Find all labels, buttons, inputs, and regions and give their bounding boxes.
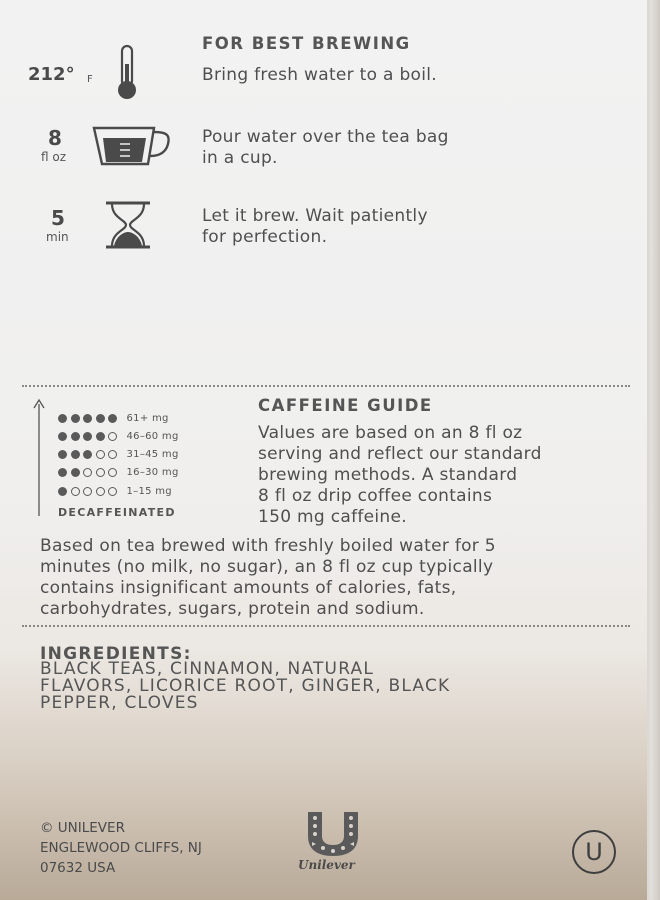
empty-dot-icon [108,432,117,441]
caffeine-guide-title: CAFFEINE GUIDE [258,396,433,415]
filled-dot-icon [58,450,67,459]
empty-dot-icon [108,487,117,496]
filled-dot-icon [83,432,92,441]
caffeine-level-label: 16–30 mg [126,466,179,478]
text-line: FLAVORS, LICORICE ROOT, GINGER, BLACK [40,676,451,696]
package-edge [650,0,660,900]
kosher-symbol: U [572,830,616,874]
filled-dot-icon [96,414,105,423]
unilever-wordmark: Unilever [298,858,355,872]
empty-dot-icon [83,468,92,477]
caffeine-level-label: 46–60 mg [126,430,179,442]
caffeine-level-label: 31–45 mg [126,448,179,460]
brew-step-text-line2: in a cup. [202,148,278,168]
brew-step-text-line1: Pour water over the tea bag [202,127,449,147]
time-unit: min [46,230,69,244]
text-line: brewing methods. A standard [258,465,518,485]
empty-dot-icon [108,450,117,459]
text-line: © UNILEVER [40,820,125,836]
text-line: 07632 USA [40,860,116,876]
brew-step-text-line1: Let it brew. Wait patiently [202,206,428,226]
volume-value: 8 [48,126,62,150]
filled-dot-icon [71,432,80,441]
caffeine-level-row [58,447,179,461]
text-line: contains insignificant amounts of calories, fats, [40,578,457,598]
empty-dot-icon [96,487,105,496]
temperature-value: 212° [28,64,75,85]
empty-dot-icon [83,487,92,496]
nutrition-statement [40,536,600,620]
text-line: 150 mg caffeine. [258,507,407,527]
text-line: PEPPER, CLOVES [40,693,199,713]
section-divider [22,385,630,387]
text-line: serving and reflect our standard [258,444,542,464]
manufacturer-address [40,818,202,878]
brew-step-text-line2: for perfection. [202,227,328,247]
text-line: carbohydrates, sugars, protein and sodium. [40,599,425,619]
brewing-title: FOR BEST BREWING [202,34,411,53]
ingredients-list [40,661,620,712]
volume-unit: fl oz [41,150,67,164]
temperature-unit: F [87,74,93,85]
package-fold [647,0,650,900]
text-line: BLACK TEAS, CINNAMON, NATURAL [40,659,375,679]
filled-dot-icon [83,450,92,459]
caffeine-guide-text [258,423,598,528]
filled-dot-icon [58,432,67,441]
caffeine-level-row [58,411,169,425]
caffeine-level-row [58,429,179,443]
caffeine-level-row [58,484,172,498]
caffeine-level-label: 61+ mg [126,412,169,424]
brew-step-text: Bring fresh water to a boil. [202,65,438,85]
caffeine-level-row [58,465,179,479]
text-line: Values are based on an 8 fl oz [258,423,523,443]
section-divider [22,625,630,627]
filled-dot-icon [71,450,80,459]
empty-dot-icon [96,468,105,477]
text-line: 8 fl oz drip coffee contains [258,486,493,506]
caffeine-scale [32,398,242,523]
filled-dot-icon [58,414,67,423]
filled-dot-icon [108,414,117,423]
filled-dot-icon [71,468,80,477]
empty-dot-icon [71,487,80,496]
filled-dot-icon [83,414,92,423]
text-line: Based on tea brewed with freshly boiled water for 5 [40,536,496,556]
filled-dot-icon [58,468,67,477]
text-line: minutes (no milk, no sugar), an 8 fl oz cup typically [40,557,494,577]
unilever-logo-icon [298,808,368,862]
arrow-up-icon [32,398,46,518]
filled-dot-icon [58,487,67,496]
filled-dot-icon [96,432,105,441]
decaffeinated-label: DECAFFEINATED [58,506,176,519]
text-line: ENGLEWOOD CLIFFS, NJ [40,840,202,856]
caffeine-level-label: 1–15 mg [126,485,172,497]
ingredients-title: INGREDIENTS: [40,644,192,664]
empty-dot-icon [108,468,117,477]
time-value: 5 [51,206,65,230]
empty-dot-icon [96,450,105,459]
filled-dot-icon [71,414,80,423]
